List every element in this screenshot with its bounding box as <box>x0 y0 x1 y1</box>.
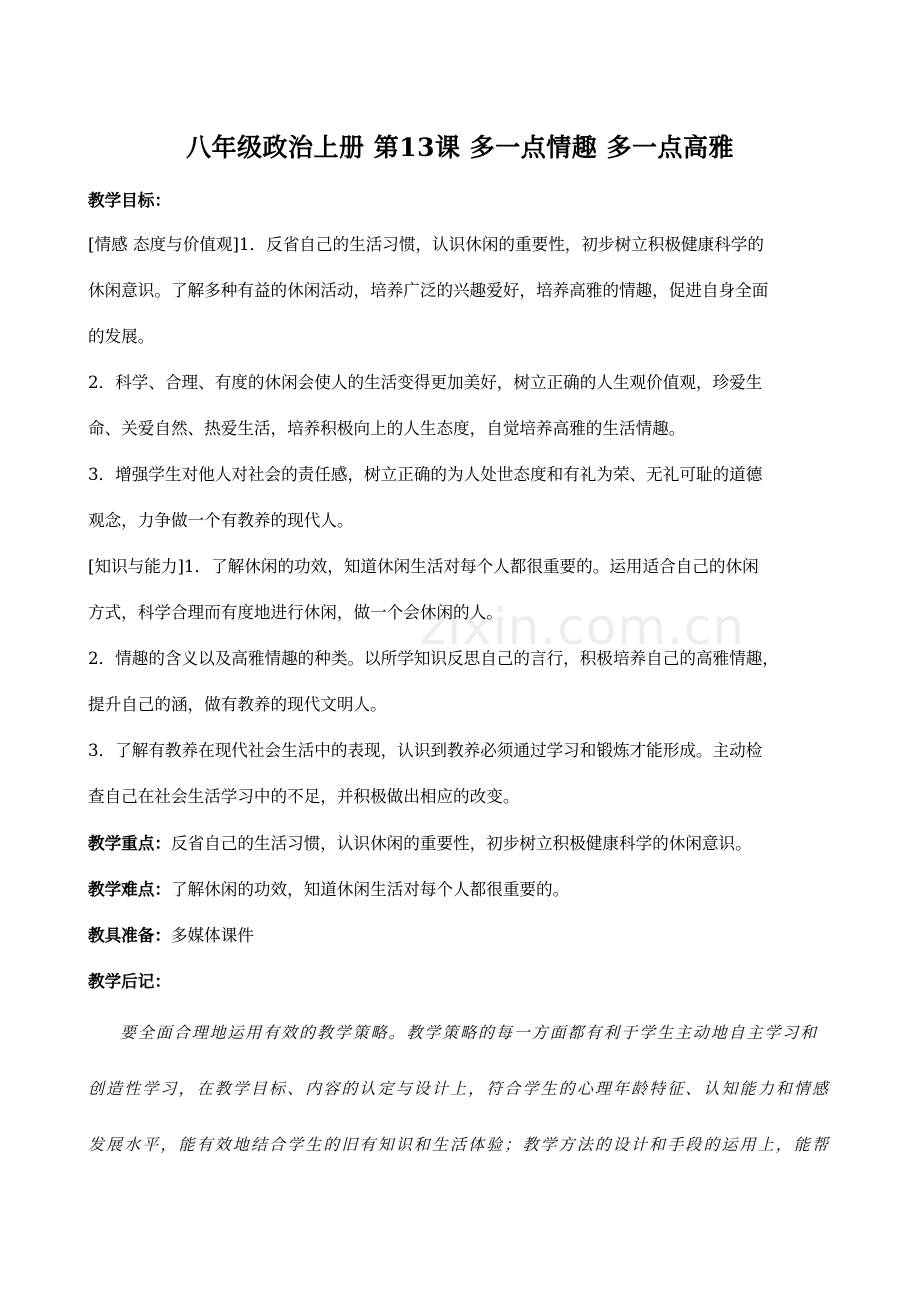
tools-text: 多媒体课件 <box>170 926 254 945</box>
difficulty-text: 了解休闲的功效，知道休闲生活对每个人都很重要的。 <box>170 880 570 899</box>
key-point-row <box>88 833 848 854</box>
knowledge-line-3: 2．情趣的含义以及高雅情趣的种类。以所学知识反思自己的言行，积极培养自己的高雅情趣， <box>88 649 779 668</box>
knowledge-line-6: 查自己在社会生活学习中的不足，并积极做出相应的改变。 <box>88 787 520 806</box>
handwritten-line-1: 要全面合理地运用有效的教学策略。教学策略的每一方面都有利于学生主动地自主学习和 <box>120 1023 819 1042</box>
emotion-line-4: 2．科学、合理、有度的休闲会使人的生活变得更加美好，树立正确的人生观价值观，珍爱生 <box>88 373 763 392</box>
emotion-line-1: [情感 态度与价值观]1．反省自己的生活习惯，认识休闲的重要性，初步树立积极健康科学的 <box>88 235 764 254</box>
emotion-line-7: 观念，力争做一个有教养的现代人。 <box>88 511 354 530</box>
handwritten-line-2: 创造性学习，在教学目标、内容的认定与设计上，符合学生的心理年龄特征、认知能力和情感 <box>88 1079 831 1098</box>
document-title: 八年级政治上册 第13课 多一点情趣 多一点高雅 <box>186 133 734 162</box>
knowledge-line-5: 3．了解有教养在现代社会生活中的表现，认识到教养必须通过学习和锻炼才能形成。主动检 <box>88 741 763 760</box>
emotion-line-3: 的发展。 <box>88 327 155 346</box>
key-point-text: 反省自己的生活习惯，认识休闲的重要性，初步树立积极健康科学的休闲意识。 <box>170 834 752 853</box>
watermark: zixin.com.cn <box>420 598 746 656</box>
emotion-line-5: 命、关爱自然、热爱生活，培养积极向上的人生态度，自觉培养高雅的生活情趣。 <box>88 419 686 438</box>
knowledge-line-1: [知识与能力]1．了解休闲的功效，知道休闲生活对每个人都很重要的。运用适合自己的休闲 <box>88 557 759 576</box>
tools-label: 教具准备： <box>88 925 171 945</box>
emotion-line-6: 3．增强学生对他人对社会的责任感，树立正确的为人处世态度和有礼为荣、无礼可耻的道德 <box>88 465 763 484</box>
difficulty-row <box>88 879 848 900</box>
emotion-line-2: 休闲意识。了解多种有益的休闲活动，培养广泛的兴趣爱好，培养高雅的情趣，促进自身全面 <box>88 281 769 300</box>
objectives-heading: 教学目标： <box>88 190 171 210</box>
difficulty-label: 教学难点： <box>88 879 171 899</box>
tools-row <box>88 925 848 946</box>
knowledge-line-4: 提升自己的涵，做有教养的现代文明人。 <box>88 695 387 714</box>
afterword-heading: 教学后记： <box>88 971 171 991</box>
knowledge-line-2: 方式，科学合理而有度地进行休闲，做一个会休闲的人。 <box>88 603 503 622</box>
key-point-label: 教学重点： <box>88 833 171 853</box>
handwritten-line-3: 发展水平，能有效地结合学生的旧有知识和生活体验；教学方法的设计和手段的运用上，能帮 <box>88 1135 831 1154</box>
